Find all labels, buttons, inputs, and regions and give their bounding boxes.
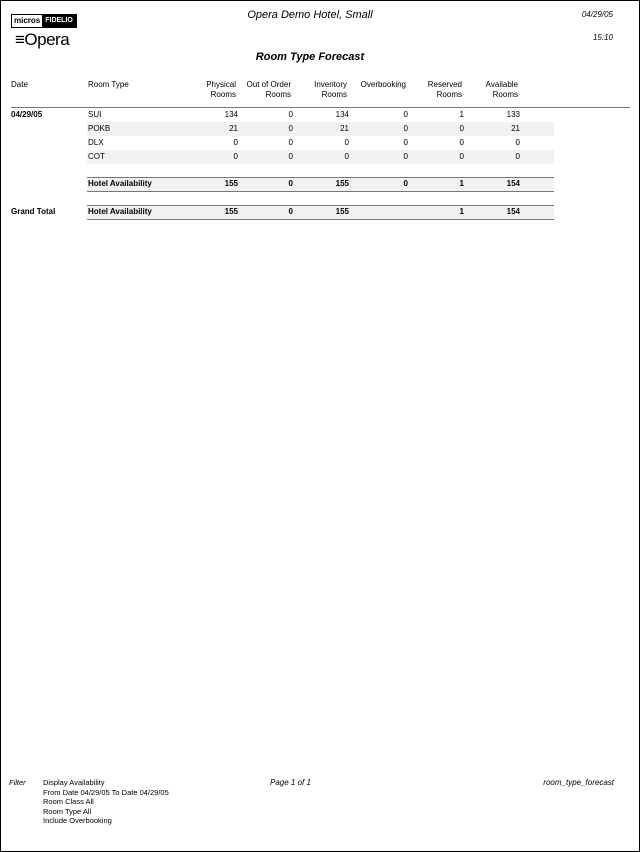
row-shading <box>87 150 554 164</box>
col-ooo: Out of Order Rooms <box>246 80 291 99</box>
micros-fidelio-logo: micros FIDELIO <box>11 14 77 28</box>
opera-swoosh-icon: ≡ <box>15 30 25 49</box>
cell-room-type: Hotel Availability <box>88 207 152 216</box>
cell-ooo: 0 <box>288 110 293 119</box>
cell-reserved: 1 <box>459 110 464 119</box>
report-date: 04/29/05 <box>581 10 613 19</box>
filter-item: From Date 04/29/05 To Date 04/29/05 <box>43 787 169 797</box>
cell-physical: 21 <box>229 124 238 133</box>
page-number: Page 1 of 1 <box>270 778 311 787</box>
row-shading <box>87 122 554 136</box>
cell-date: 04/29/05 <box>11 110 43 119</box>
col-physical: Physical Rooms <box>206 80 236 99</box>
row-shading <box>87 177 554 191</box>
cell-overbooking: 0 <box>403 138 408 147</box>
cell-ooo: 0 <box>288 207 293 216</box>
cell-reserved: 0 <box>459 124 464 133</box>
subtotal-bottom-line <box>87 191 554 192</box>
table-row <box>1 150 640 164</box>
cell-available: 0 <box>515 152 520 161</box>
cell-reserved: 0 <box>459 152 464 161</box>
cell-overbooking: 0 <box>403 152 408 161</box>
filter-label: Filter <box>9 778 26 787</box>
col-overbooking: Overbooking <box>360 80 406 89</box>
cell-room-type: Hotel Availability <box>88 179 152 188</box>
cell-overbooking: 0 <box>403 124 408 133</box>
cell-inventory: 155 <box>335 207 349 216</box>
table-row <box>1 122 640 136</box>
cell-physical: 0 <box>233 152 238 161</box>
col-inventory: Inventory Rooms <box>314 80 347 99</box>
opera-logo: ≡Opera <box>15 30 70 49</box>
cell-available: 21 <box>511 124 520 133</box>
hotel-name: Opera Demo Hotel, Small <box>247 9 373 21</box>
subtotal-top-line <box>87 177 554 178</box>
report-time: 15:10 <box>592 33 613 42</box>
cell-available: 154 <box>506 179 520 188</box>
filter-item: Room Class All <box>43 797 94 806</box>
grand-total-bottom-line <box>87 219 554 220</box>
cell-overbooking: 0 <box>403 110 408 119</box>
cell-reserved: 1 <box>459 179 464 188</box>
cell-reserved: 1 <box>459 207 464 216</box>
cell-available: 133 <box>506 110 520 119</box>
filter-item: Room Type All <box>43 806 92 816</box>
cell-physical: 0 <box>233 138 238 147</box>
cell-reserved: 0 <box>459 138 464 147</box>
grand-total-label: Grand Total <box>11 207 56 216</box>
cell-physical: 155 <box>224 207 238 216</box>
cell-inventory: 0 <box>344 138 349 147</box>
col-date: Date <box>11 80 28 89</box>
cell-ooo: 0 <box>288 179 293 188</box>
col-reserved: Reserved Rooms <box>427 80 462 99</box>
col-room-type: Room Type <box>88 80 129 89</box>
filter-list <box>43 778 169 826</box>
cell-available: 154 <box>506 207 520 216</box>
grand-total-top-line <box>87 205 554 206</box>
cell-ooo: 0 <box>288 152 293 161</box>
table-row <box>1 108 640 122</box>
cell-physical: 134 <box>224 110 238 119</box>
cell-physical: 155 <box>224 179 238 188</box>
cell-overbooking: 0 <box>403 179 408 188</box>
cell-inventory: 155 <box>335 179 349 188</box>
cell-inventory: 0 <box>344 152 349 161</box>
grand-total-row <box>1 205 640 219</box>
cell-inventory: 134 <box>335 110 349 119</box>
cell-available: 0 <box>515 138 520 147</box>
report-name: room_type_forecast <box>543 778 614 787</box>
row-shading <box>87 205 554 219</box>
cell-ooo: 0 <box>288 138 293 147</box>
cell-ooo: 0 <box>288 124 293 133</box>
cell-room-type: POKB <box>88 124 111 133</box>
col-available: Available Rooms <box>485 80 518 99</box>
page-title: Room Type Forecast <box>255 51 365 63</box>
cell-room-type: COT <box>88 152 105 161</box>
filter-item: Display Availability <box>43 778 105 787</box>
table-row <box>1 136 640 150</box>
subtotal-row <box>1 177 640 191</box>
cell-inventory: 21 <box>340 124 349 133</box>
cell-room-type: DLX <box>88 138 104 147</box>
cell-room-type: SUI <box>88 110 102 119</box>
filter-item: Include Overbooking <box>43 816 112 825</box>
